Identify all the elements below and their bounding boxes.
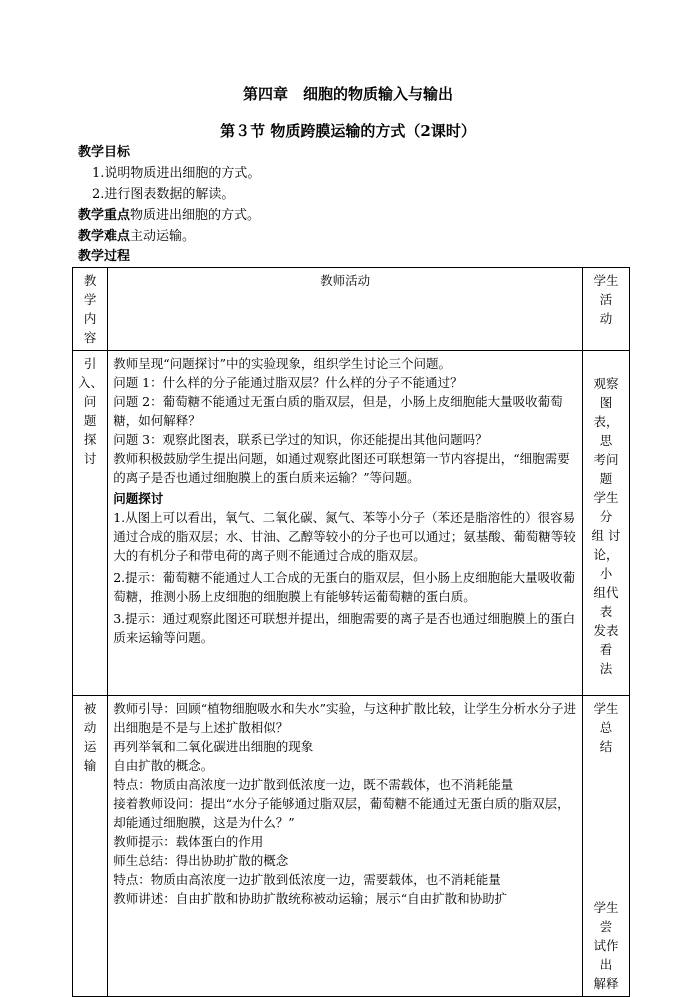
row1-para: 问题 1：什么样的分子能通过脂双层？什么样的分子不能通过？ (113, 375, 463, 390)
key-point-label: 教学重点 (78, 208, 131, 223)
key-point-text: 物质进出细胞的方式。 (130, 208, 261, 223)
row2-teacher (108, 696, 583, 997)
row1-content: 引 入、 问题 探讨 (73, 351, 108, 696)
row2-para: 特点：物质由高浓度一边扩散到低浓度一边，既不需载体，也不消耗能量 (113, 777, 514, 792)
chapter-title: 第四章 细胞的物质输入与输出 (242, 85, 453, 103)
row1-subhead: 问题探讨 (113, 491, 164, 506)
difficulty-text: 主动运输。 (130, 229, 196, 244)
table-row (73, 696, 630, 997)
table-row (73, 351, 630, 696)
row2-para: 教师提示：载体蛋白的作用 (113, 834, 264, 849)
row2-content: 被动 运输 (73, 696, 108, 997)
lesson-table (72, 267, 630, 997)
row2-student: 学生总 结 学生尝 试作出 解释 (583, 696, 630, 997)
goals-label: 教学目标 (78, 145, 131, 160)
row1-answer: 2.提示：葡萄糖不能通过人工合成的无蛋白的脂双层，但小肠上皮细胞能大量吸收葡萄糖，推测小肠上皮细胞的细胞膜上有能够转运葡萄糖的蛋白质。 (113, 570, 576, 604)
row2-para: 接着教师设问：提出“水分子能够通过脂双层，葡萄糖不能通过无蛋白质的脂双层，却能通过细胞膜，这是为什么？” (113, 796, 570, 830)
row1-teacher (108, 351, 583, 696)
row2-para: 自由扩散的概念。 (113, 758, 214, 773)
header-content: 教学 内容 (73, 268, 108, 351)
row1-student: 观察图 表，思 考问题 学生分 组 讨 论，小 组代表 发表看 法 (583, 351, 630, 696)
section-title: 第３节 物质跨膜运输的方式（2课时） (220, 122, 476, 140)
table-header-row (73, 268, 630, 351)
row2-para: 师生总结：得出协助扩散的概念 (113, 853, 289, 868)
row2-para: 教师讲述：自由扩散和协助扩散统称被动运输；展示“自由扩散和协助扩 (113, 891, 508, 906)
row1-para: 教师呈现“问题探讨”中的实验现象，组织学生讨论三个问题。 (113, 356, 451, 371)
header-teacher: 教师活动 (108, 268, 583, 351)
row1-para: 教师积极鼓励学生提出问题，如通过观察此图还可联想第一节内容提出，“细胞需要的离子是否也通过细胞膜上的蛋白质来运输？”等问题。 (113, 451, 570, 485)
row1-para: 问题 3：观察此图表，联系已学过的知识，你还能提出其他问题吗？ (113, 432, 488, 447)
process-label: 教学过程 (78, 249, 131, 264)
row2-para: 教师引导：回顾“植物细胞吸水和失水”实验，与这种扩散比较，让学生分析水分子进出细胞是不是与上述扩散相似？ (113, 701, 576, 735)
goal-item-2: 2.进行图表数据的解读。 (92, 187, 235, 202)
goal-item-1: 1.说明物质进出细胞的方式。 (92, 166, 261, 181)
row2-para: 再列举氧和二氧化碳进出细胞的现象 (113, 739, 314, 754)
difficulty (78, 228, 195, 246)
row2-para: 特点：物质由高浓度一边扩散到低浓度一边，需要载体，也不消耗能量 (113, 872, 501, 887)
row1-answer: 3.提示：通过观察此图还可联想并提出，细胞需要的离子是否也通过细胞膜上的蛋白质来运输等问题。 (113, 611, 576, 645)
difficulty-label: 教学难点 (78, 229, 131, 244)
row1-para: 问题 2：葡萄糖不能通过无蛋白质的脂双层，但是，小肠上皮细胞能大量吸收葡萄糖，如何解释？ (113, 394, 563, 428)
header-student: 学生活 动 (583, 268, 630, 351)
row1-answer: 1.从图上可以看出，氧气、二氧化碳、氮气、苯等小分子（苯还是脂溶性的）很容易通过合成的脂双层；水、甘油、乙醇等较小的分子也可以通过；氨基酸、葡萄糖等较大的有机分子和带电荷的离子则不能通过合成的脂双层。 (113, 510, 576, 563)
key-point (78, 207, 260, 225)
